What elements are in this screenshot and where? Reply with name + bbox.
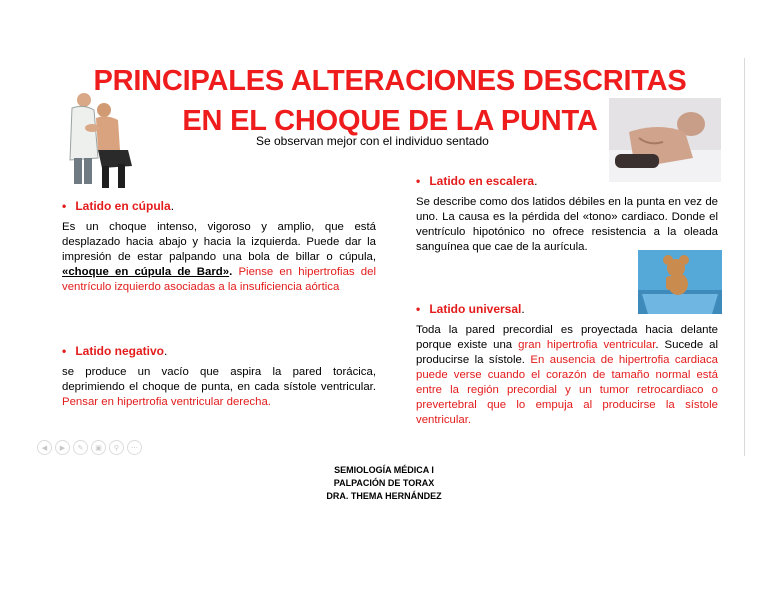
- paragraph-latido-escalera: Se describe como dos latidos débiles en la punta en vez de uno. La causa es la pérdida del «tono» cardiaco. Donde el ventrículo hipotónico no ofrece resistencia a la oleada sanguínea que cae de la aurícula.: [416, 196, 718, 253]
- bullet-icon: •: [416, 174, 421, 188]
- slide-edge: [744, 58, 745, 456]
- heading-latido-negativo: • Latido negativo.: [62, 344, 168, 358]
- slide-title-line2: EN EL CHOQUE DE LA PUNTA: [182, 105, 598, 137]
- heading-latido-cupula: • Latido en cúpula.: [62, 199, 175, 213]
- paragraph-latido-universal: Toda la pared precordial es proyectada hacia delante porque existe una gran hipertrofia ventricular. Sucede al producirse la sístole. En ausencia de hipertrofia cardiaca puede verse cuando el corazón de tamaño normal está entre la región precordial y un tumor retrocardiaco o prevertebral que lo empuja al producirse la sístole ventricular.: [416, 324, 718, 426]
- paragraph-latido-cupula: Es un choque intenso, vigoroso y amplio, que está desplazado hacia abajo y hacia la izquierda. Puede dar la impresión de estar palpando una bola de billar o cúpula, «choque en cúpula de Bard». Piense en hipertrofias del ventrículo izquierdo asociadas a la insuficiencia aórtica: [62, 221, 376, 293]
- pen-icon[interactable]: ✎: [73, 440, 88, 455]
- slides-grid-icon[interactable]: ▣: [91, 440, 106, 455]
- slide-subtitle: Se observan mejor con el individuo sentado: [256, 134, 489, 148]
- footer-line1: SEMIOLOGÍA MÉDICA I: [334, 465, 434, 475]
- bullet-icon: •: [416, 302, 421, 316]
- doctor-examining-patient-image: [62, 84, 142, 196]
- footer-line3: DRA. THEMA HERNÁNDEZ: [326, 491, 442, 501]
- previous-slide-icon[interactable]: ◀: [37, 440, 52, 455]
- slide-title-line1: PRINCIPALES ALTERACIONES DESCRITAS: [93, 65, 687, 97]
- presenter-controls: [37, 440, 142, 455]
- more-options-icon[interactable]: ⋯: [127, 440, 142, 455]
- bullet-icon: •: [62, 199, 67, 213]
- cartoon-mouse-image: [638, 250, 722, 314]
- footer-line2: PALPACIÓN DE TORAX: [333, 478, 435, 488]
- paragraph-latido-negativo: se produce un vacío que aspira la pared torácica, deprimiendo el choque de punta, en cada sístole ventricular. Pensar en hipertrofia ventricular derecha.: [62, 366, 376, 408]
- bard-term: «choque en cúpula de Bard»: [62, 266, 230, 278]
- zoom-icon[interactable]: ⚲: [109, 440, 124, 455]
- bullet-icon: •: [62, 344, 67, 358]
- heading-latido-escalera: • Latido en escalera.: [416, 174, 538, 188]
- heading-latido-universal: • Latido universal.: [416, 302, 525, 316]
- next-slide-icon[interactable]: ▶: [55, 440, 70, 455]
